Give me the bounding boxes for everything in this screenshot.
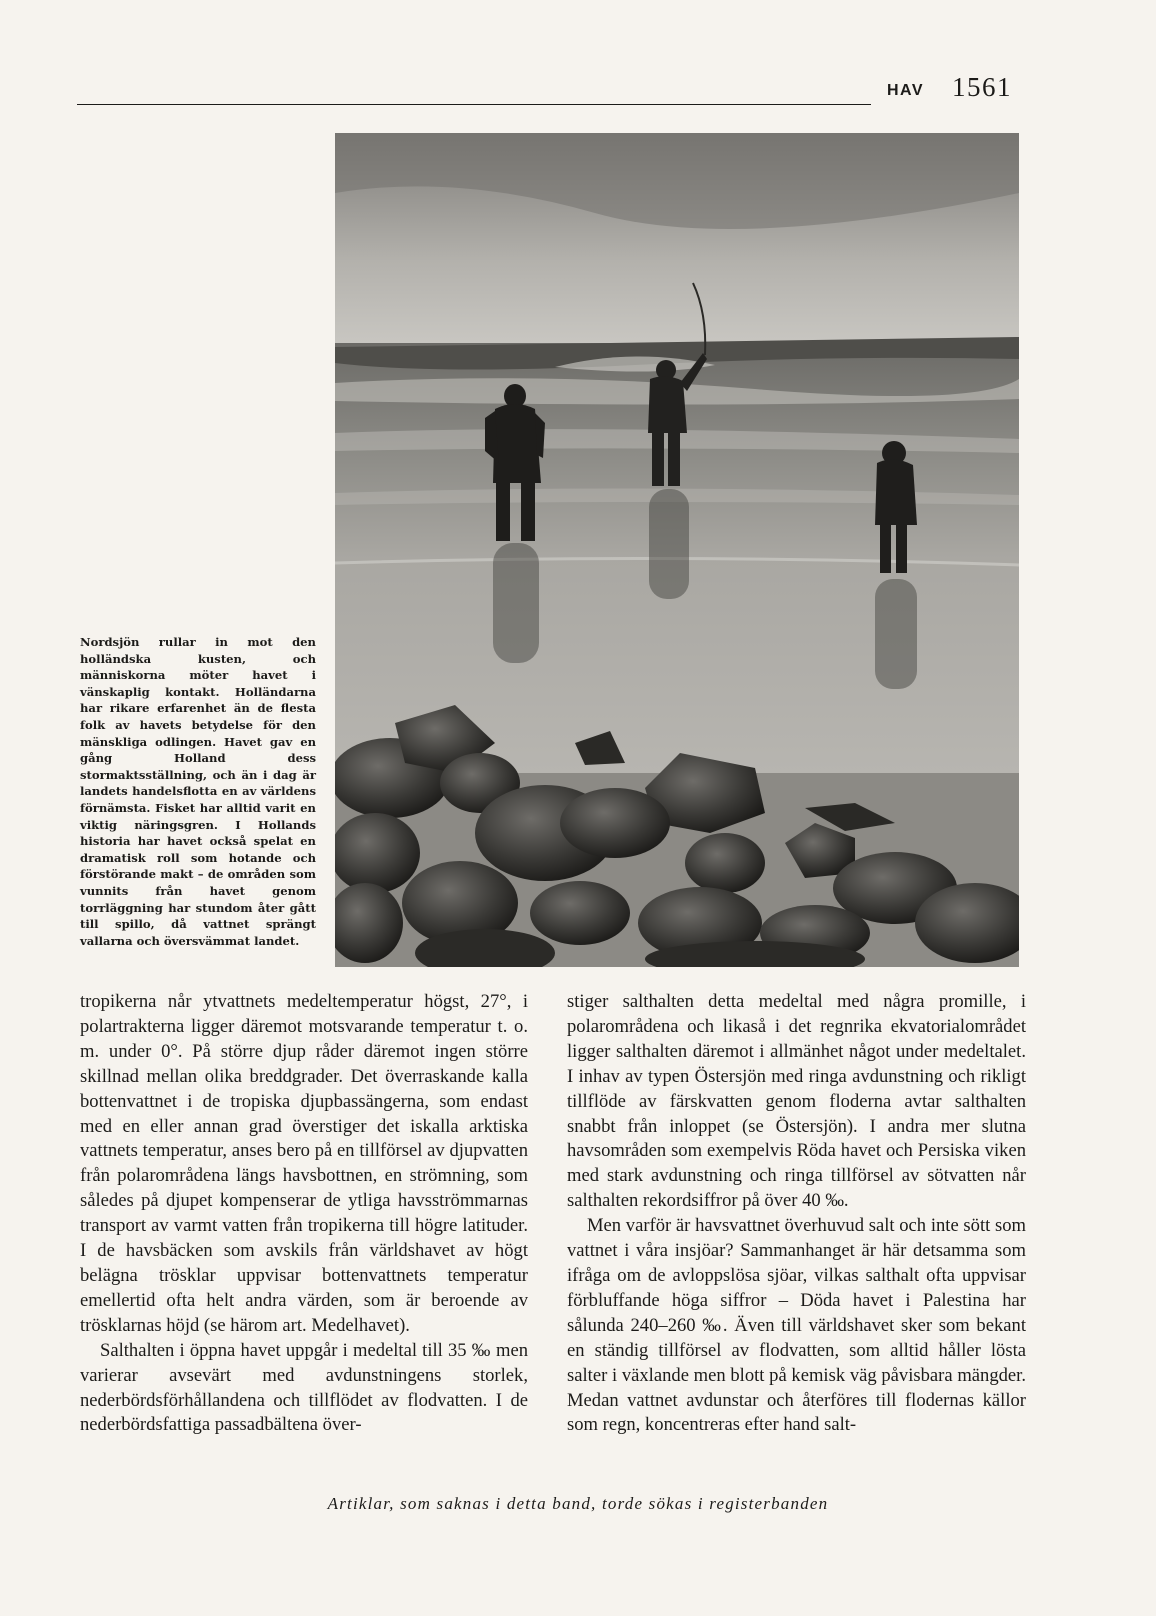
footer-note: Artiklar, som saknas i detta band, torde sökas i registerbanden [327, 1494, 829, 1513]
right-column [567, 990, 1026, 1438]
left-column [80, 990, 528, 1438]
photo-fishermen-beach-icon [335, 133, 1019, 967]
running-head: HAV [887, 82, 925, 99]
left-paragraph-1: tropikerna når ytvattnets medeltemperatur högst, 27°, i polartrakterna ligger däremot motsvarande temperatur t. o. m. under 0°. På större djup råder däremot ingen större skillnad mellan olika breddgrader. Det överraskande kalla bottenvattnet i de tropiska djupbassängerna, som endast med en eller annan grad överstiger det iskalla arktiska vattnets temperatur, anses bero på en tillförsel av djupvatten från polarområdena längs havsbottnen, en strömning, som således på djupet kompenserar de ytliga havsströmmarnas transport av varmt vatten från tropikerna till högre latituder. I de havsbäcken som avskils från världshavet av högt belägna trösklar uppvisar bottenvattnets temperatur emellertid ofta helt andra värden, som är beroende av trösklarnas höjd (se härom art. Medelhavet). [80, 991, 528, 1336]
right-paragraph-1: stiger salthalten detta medeltal med några promille, i polarområdena och likaså i det regnrika ekvatorialområdet ligger salthalten däremot i allmänhet något under medeltalet. I inhav av typen Östersjön med ringa avdunstning och rikligt tillflöde av färskvatten genom floderna avtar salthalten snabbt från inloppet (se Östersjön). I andra mer slutna havsområden som exempelvis Röda havet och Persiska viken med stark avdunstning och ringa tillförsel av sötvatten når salthalten rekordsiffror på över 40 ‰. [567, 991, 1026, 1212]
photo-caption: Nordsjön rullar in mot den holländska kusten, och människorna möter havet i vänskaplig kontakt. Holländarna har rikare erfarenhet än de flesta folk av havets betydelse för den mänskliga odlingen. Havet gav en gång Holland dess stormaktsställning, och än i dag är landets handelsflotta en av världens förnämsta. Fisket har alltid varit en viktig näringsgren. I Hollands historia har havet också spelat en dramatisk roll som hotande och förstörande makt – de områden som vunnits från havet genom torrläggning har stundom åter gått till spillo, då vattnet sprängt vallarna och översvämmat landet. [80, 635, 316, 948]
left-paragraph-2: Salthalten i öppna havet uppgår i medeltal till 35 ‰ men varierar avsevärt med avdunstningens storlek, nederbördsförhållandena och tillflödet av flodvatten. I de nederbördsfattiga passadbältena över- [80, 1339, 528, 1436]
header-rule [77, 104, 871, 105]
page-number: 1561 [952, 72, 1012, 102]
photograph [335, 133, 1019, 967]
right-paragraph-2: Men varför är havsvattnet överhuvud salt och inte sött som vattnet i våra insjöar? Sammanhanget är här detsamma som ifråga om de avloppslösa sjöar, vilkas salthalt ofta uppvisar förbluffande höga siffror – Döda havet i Palestina har sålunda 240–260 ‰. Även till världshavet sker som bekant en ständig tillförsel av flodvatten, som alltid håller lösta salter i växlande men blott på kemisk väg påvisbara mängder. Medan vattnet avdunstar och återföres till flodernas källor som regn, koncentreras efter hand salt- [567, 1215, 1026, 1436]
